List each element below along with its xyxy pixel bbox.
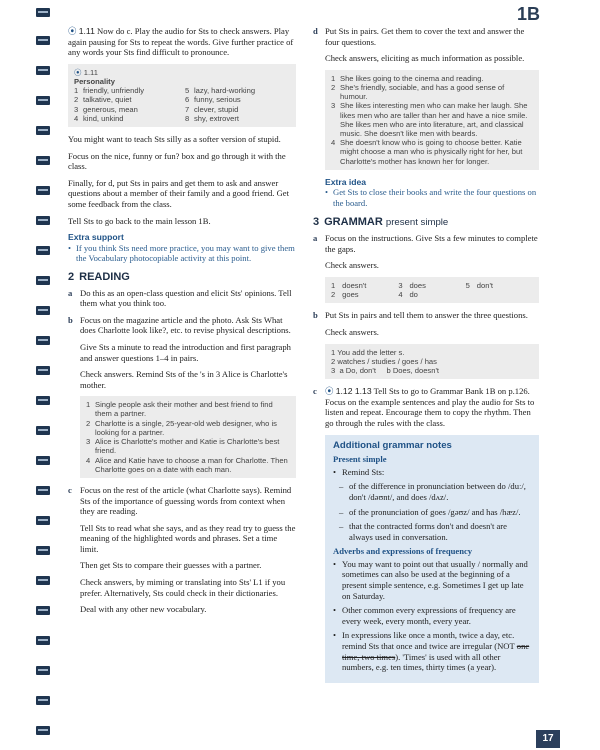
notes-subtitle-adverbs: Adverbs and expressions of frequency [333,546,473,557]
reading-c4: Check answers, by miming or translating into Sts' L1 if you prefer. Alternatively, Sts could check in their dictionaries. [80,577,286,598]
list-item: 3 She likes interesting men who can make her laugh. She likes men who are taller than her and have a nice smile. She likes men who are into literature, art, and classical music. She doesn't like men with beards. [331,101,528,138]
extra-idea-title: Extra idea [325,176,367,187]
list-item: 4 She doesn't know who is going to choose better. Katie might choose a man who is physically right for her, but Charlotte's mother has known her for longer. [331,138,523,166]
list-item: 1 You add the letter s. [331,347,405,357]
extra-support-title: Extra support [68,232,124,243]
binder-tab [36,126,50,135]
personality-title: Personality [74,76,115,86]
extra-idea-text: • Get Sts to close their books and write the four questions on the board. [325,187,539,208]
grammar-a-answers [325,277,539,303]
binder-tab [36,336,50,345]
reading-d2: Check answers, eliciting as much information as possible. [325,53,525,64]
extra-support [68,232,296,264]
binder-tab [36,216,50,225]
binder-tab [36,306,50,315]
binder-tab [36,246,50,255]
binder-tab [36,576,50,585]
notes-title: Additional grammar notes [333,439,452,451]
reading-answers-box [80,396,296,478]
notes-bullet-1: • You may want to point out that usually / normally and sometimes can also be used at the beginning of a present simple sentence, e.g. Sometimes I get up late on Saturday. [333,559,531,601]
reading-b1: b Focus on the magazine article and the photo. Ask Sts What does Charlotte look like?, etc. to revise physical descriptions. [68,314,291,336]
reading-b3: Check answers. Remind Sts of the 's in 3 Alice is Charlotte's mother. [80,369,288,390]
binder-tab [36,396,50,405]
audio-icon: ⦿ [68,26,77,36]
list-item: 2 watches / studies / goes / has [331,356,437,366]
grammar-b2: Check answers. [325,326,379,337]
list-item: 4 kind, unkind [74,113,124,123]
list-item: 4 do [398,290,418,300]
audio-icon: ⦿ [325,386,334,397]
list-item: 5 lazy, hard-working [185,86,256,96]
binder-tab [36,726,50,735]
binder-tab [36,156,50,165]
notes-bullet-3: • In expressions like once a month, twice a day, etc. remind Sts that once and twice are irregular (NOT one time, two times). 'Times' is used with all other numbers, e.g. ten times, thirty times (a year). [333,630,531,672]
list-item: 7 clever, stupid [185,104,239,114]
notes-dash-2: – of the pronunciation of goes /gəʊz/ and has /hæz/. [333,507,531,518]
binder-tab [36,486,50,495]
reading-answers [86,400,290,474]
extra-idea [325,177,539,209]
page-header [52,0,600,26]
grammar-a2: Check answers. [325,260,379,271]
binder-tab [36,276,50,285]
personality-box [68,64,296,127]
extra-support-text: • If you think Sts need more practice, you may want to give them the Vocabulary photocopiable activity at this point. [68,243,296,264]
list-item: 1 She likes going to the cinema and reading. [331,73,484,83]
notes-subtitle-present-simple: Present simple [333,454,387,465]
list-item: 3 does [398,280,426,290]
list-item: 6 funny, serious [185,95,241,105]
binder-tab [36,516,50,525]
reading-a: a Do this as an open-class question and elicit Sts' opinions. Tell them what you think too. [68,287,292,309]
page-number: 17 [536,730,560,748]
list-item: 1 friendly, unfriendly [74,86,145,96]
left-column [68,26,296,621]
list-item: 1 doesn't [331,280,367,290]
list-item: 3 a Do, don't b Does, doesn't [331,365,440,375]
additional-grammar-notes [325,435,539,683]
list-item: 4 Alice and Katie have to choose a man for Charlotte. Then Charlotte goes on a date with each man. [86,455,288,474]
grammar-a-list [331,281,533,299]
list-item: 5 don't [465,280,494,290]
list-item: 1 Single people ask their mother and best friend to find them a partner. [86,400,273,419]
notes-dash-1: – of the difference in pronunciation between do /duː/, don't /dəʊnt/, and does /dʌz/. [333,481,531,502]
grammar-c-audio: 1.12 1.13 [335,386,372,397]
grammar-a: a Focus on the instructions. Give Sts a few minutes to complete the gaps. [313,233,538,254]
focus-note: Focus on the nice, funny or fun? box and go through it with the class. [68,150,286,172]
binder-tab [36,636,50,645]
grammar-c: c ⦿ 1.12 1.13 Tell Sts to go to Grammar Bank 1B on p.126. Focus on the example sentences and play the audio for Sts to listen and repeat. Encourage them to copy the rhythm. Then go through the rules with the class. [313,386,535,428]
binder-tab [36,546,50,555]
reading-c2: Tell Sts to read what she says, and as they read try to guess the meaning of the highlighted words and phrases. Set a time limit. [80,522,296,554]
binder-tab [36,366,50,375]
tell-note: Tell Sts to go back to the main lesson 1B. [68,215,211,226]
grammar-b-answers [325,344,539,380]
d-answers-box [325,70,539,170]
list-item: 2 She's friendly, sociable, and has a good sense of humour. [331,82,505,102]
audio-icon: ⦿ [74,67,82,77]
d-answers [331,74,533,166]
binder-tab [36,606,50,615]
reading-c5: Deal with any other new vocabulary. [80,604,207,615]
binder-tab [36,696,50,705]
binder-tab [36,456,50,465]
grammar-heading: 3 GRAMMAR present simple [313,215,449,228]
list-item: 2 goes [331,290,359,300]
notes-bullet-2: • Other common every expressions of frequency are every week, every month, every year. [333,605,531,626]
silly-note: You might want to teach Sts silly as a softer version of stupid. [68,134,281,144]
notes-remind: • Remind Sts: [333,467,531,478]
binder-tab [36,96,50,105]
right-column [313,26,539,683]
binder-tab [36,8,50,17]
personality-audio: ⦿ 1.11 [74,67,98,77]
intro-paragraph [68,26,296,58]
notes-dash-3: – that the contracted forms don't and doesn't are always used in conversation. [333,521,531,542]
grammar-c-text: Tell Sts to go to Grammar Bank 1B on p.126. Focus on the example sentences and play the audio for Sts to listen and repeat. Encourage them to copy the rhythm. Then go through the rules with the class. [325,386,535,428]
list-item: 8 shy, extrovert [185,113,240,123]
list-item: 3 Alice is Charlotte's mother and Katie is Charlotte's best friend. [86,437,280,456]
reading-d: d Put Sts in pairs. Get them to cover the text and answer the four questions. [313,26,525,47]
reading-c1: c Focus on the rest of the article (what Charlotte says). Remind Sts of the importance of guessing words from context when they are reading. [68,484,292,517]
finally-note: Finally, for d, put Sts in pairs and get them to ask and answer questions about a member of their family and a good friend. Get some feedback from the class. [68,177,289,209]
unit-label: 1B [516,4,540,24]
list-item: 2 Charlotte is a single, 25-year-old web designer, who is looking for a partner. [86,418,277,437]
personality-list [74,86,290,123]
binder-tab [36,666,50,675]
list-item: 3 generous, mean [74,104,138,114]
binder-tab [36,66,50,75]
binder-tab [36,186,50,195]
binder-tab [36,36,50,45]
list-item: 2 talkative, quiet [74,95,132,105]
intro-audio-ref: 1.11 [78,26,95,36]
binder-tab [36,426,50,435]
intro-text: Now do c. Play the audio for Sts to check answers. Play again pausing for Sts to repeat the words. Give further practice of any words your Sts find difficult to pronounce. [68,26,294,58]
grammar-b: b Put Sts in pairs and tell them to answer the three questions. [313,310,528,321]
reading-b2: Give Sts a minute to read the introduction and first paragraph and answer questions 1–4 in pairs. [80,341,291,363]
reading-c3: Then get Sts to compare their guesses with a partner. [80,560,262,571]
reading-heading: 2 READING [68,270,130,283]
binder-margin [0,0,52,750]
